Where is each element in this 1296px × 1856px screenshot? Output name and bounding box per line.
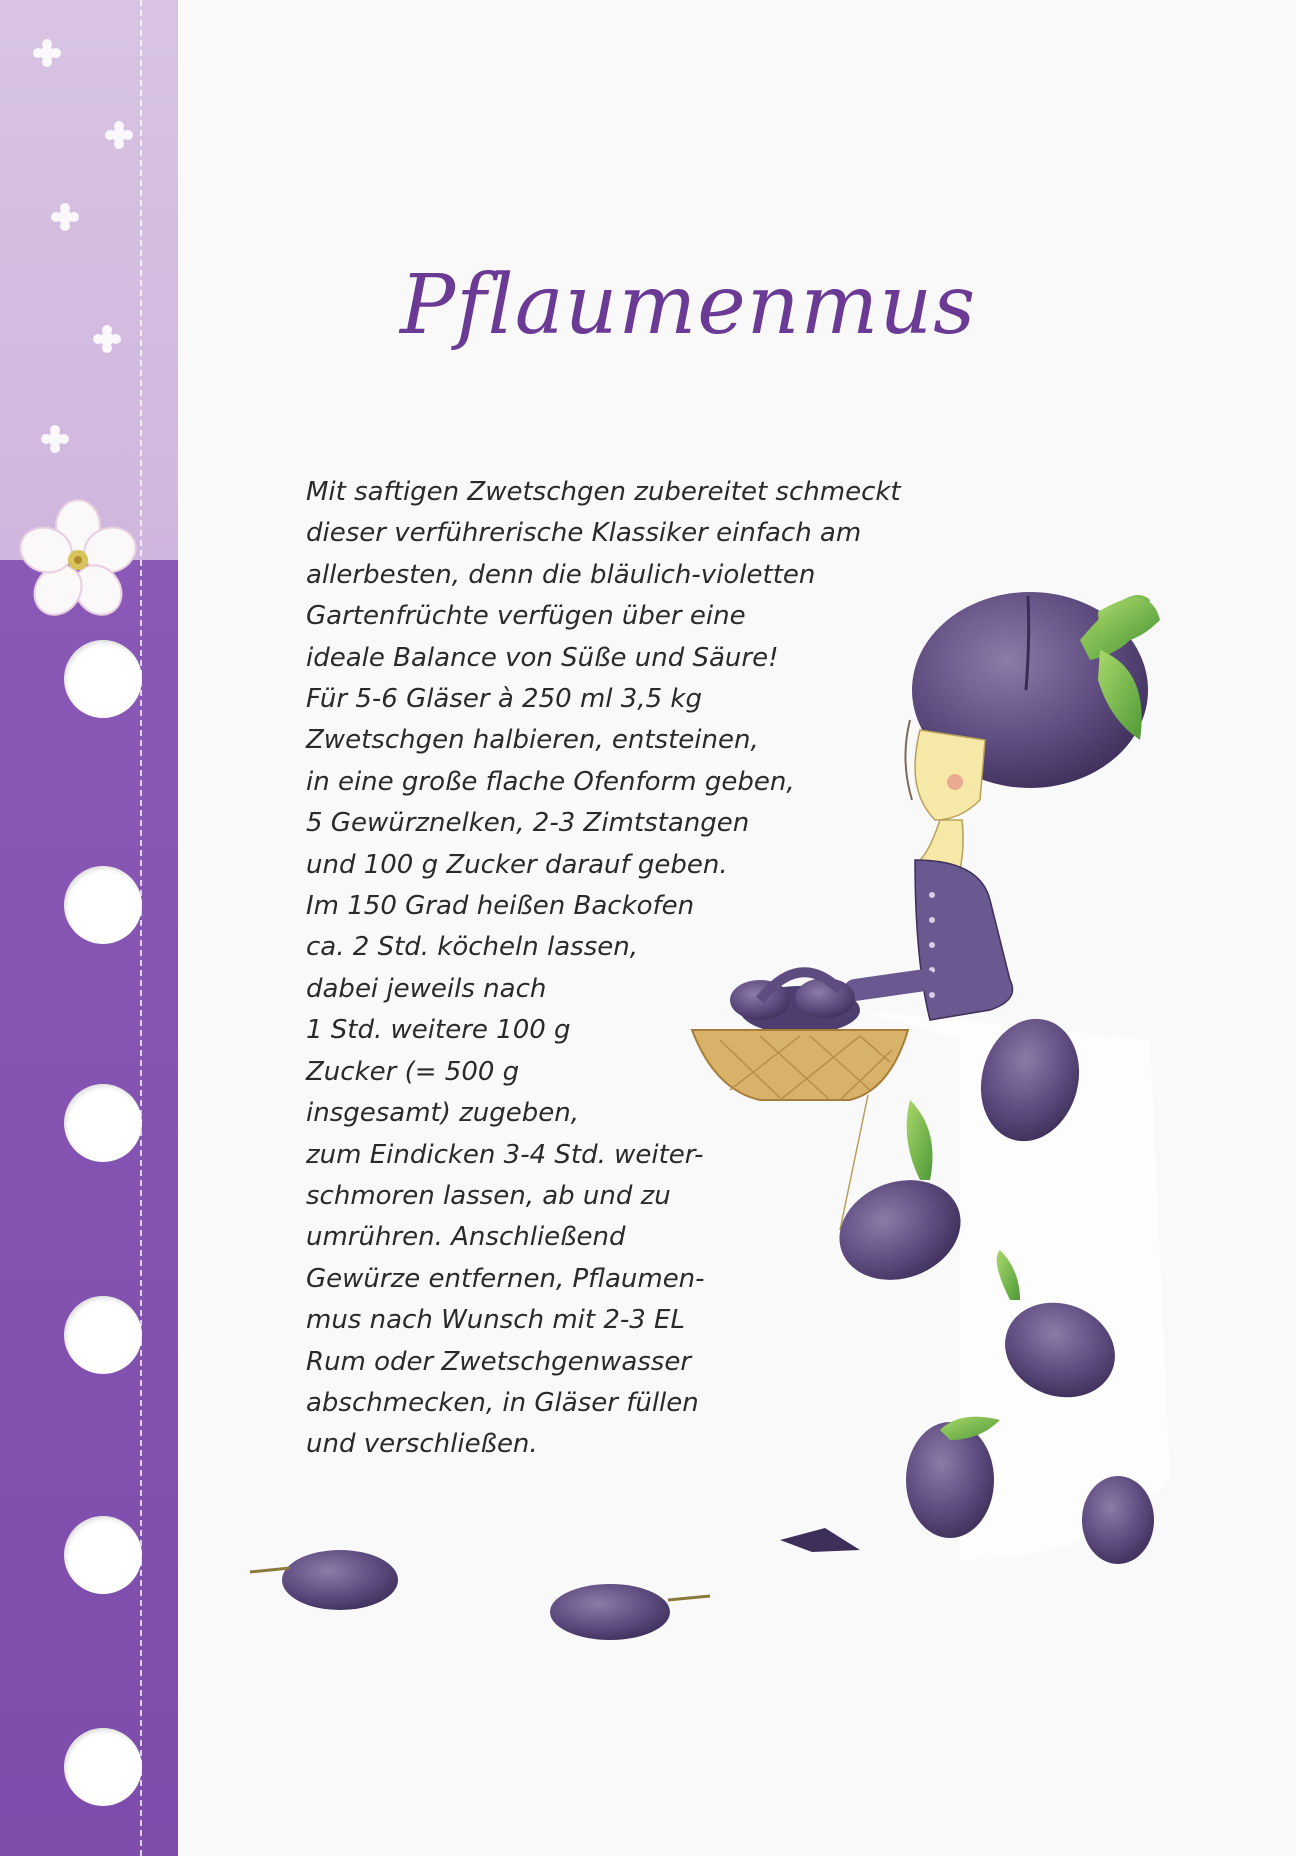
recipe-line: 1 Std. weitere 100 g bbox=[306, 1015, 571, 1046]
recipe-line: Zwetschgen halbieren, entsteinen, bbox=[306, 725, 759, 756]
recipe-line: ca. 2 Std. köcheln lassen, bbox=[306, 932, 638, 963]
recipe-line: und 100 g Zucker darauf geben. bbox=[306, 849, 728, 880]
recipe-line: Gewürze entfernen, Pflaumen- bbox=[306, 1263, 705, 1294]
recipe-line: Gartenfrüchte verfügen über eine bbox=[306, 601, 746, 632]
plum-icon bbox=[1082, 1476, 1154, 1564]
recipe-line: Für 5-6 Gläser à 250 ml 3,5 kg bbox=[306, 684, 702, 715]
recipe-line: Im 150 Grad heißen Backofen bbox=[306, 891, 695, 922]
recipe-line: Mit saftigen Zwetschgen zubereitet schmeckt bbox=[306, 477, 901, 507]
recipe-line: umrühren. Anschließend bbox=[306, 1222, 626, 1253]
plum-icon bbox=[550, 1584, 710, 1640]
recipe-line: allerbesten, denn die bläulich-violetten bbox=[306, 559, 816, 590]
plum-icon bbox=[250, 1550, 398, 1610]
recipe-line: Zucker (= 500 g bbox=[306, 1056, 520, 1087]
leaf-icon bbox=[907, 1100, 933, 1180]
recipe-line: in eine große flache Ofenform geben, bbox=[306, 766, 795, 797]
recipe-line: insgesamt) zugeben, bbox=[306, 1098, 580, 1129]
recipe-line: Rum oder Zwetschgenwasser bbox=[306, 1346, 692, 1377]
recipe-line: ideale Balance von Süße und Säure! bbox=[306, 642, 779, 673]
shoe-icon bbox=[780, 1528, 860, 1552]
plum-icon bbox=[825, 1100, 974, 1296]
recipe-line: mus nach Wunsch mit 2-3 EL bbox=[306, 1305, 685, 1336]
girl-face-icon bbox=[905, 720, 985, 870]
recipe-line: schmoren lassen, ab und zu bbox=[306, 1180, 671, 1211]
recipe-line: abschmecken, in Gläser füllen bbox=[306, 1387, 699, 1418]
leaf-icon bbox=[1098, 598, 1160, 643]
recipe-line: 5 Gewürznelken, 2-3 Zimtstangen bbox=[306, 808, 750, 839]
recipe-line: dieser verführerische Klassiker einfach am bbox=[306, 518, 862, 549]
recipe-line: zum Eindicken 3-4 Std. weiter- bbox=[306, 1139, 704, 1170]
recipe-title: Pflaumenmus bbox=[400, 258, 977, 353]
recipe-line: dabei jeweils nach bbox=[306, 973, 547, 1004]
recipe-line: und verschließen. bbox=[306, 1429, 538, 1460]
